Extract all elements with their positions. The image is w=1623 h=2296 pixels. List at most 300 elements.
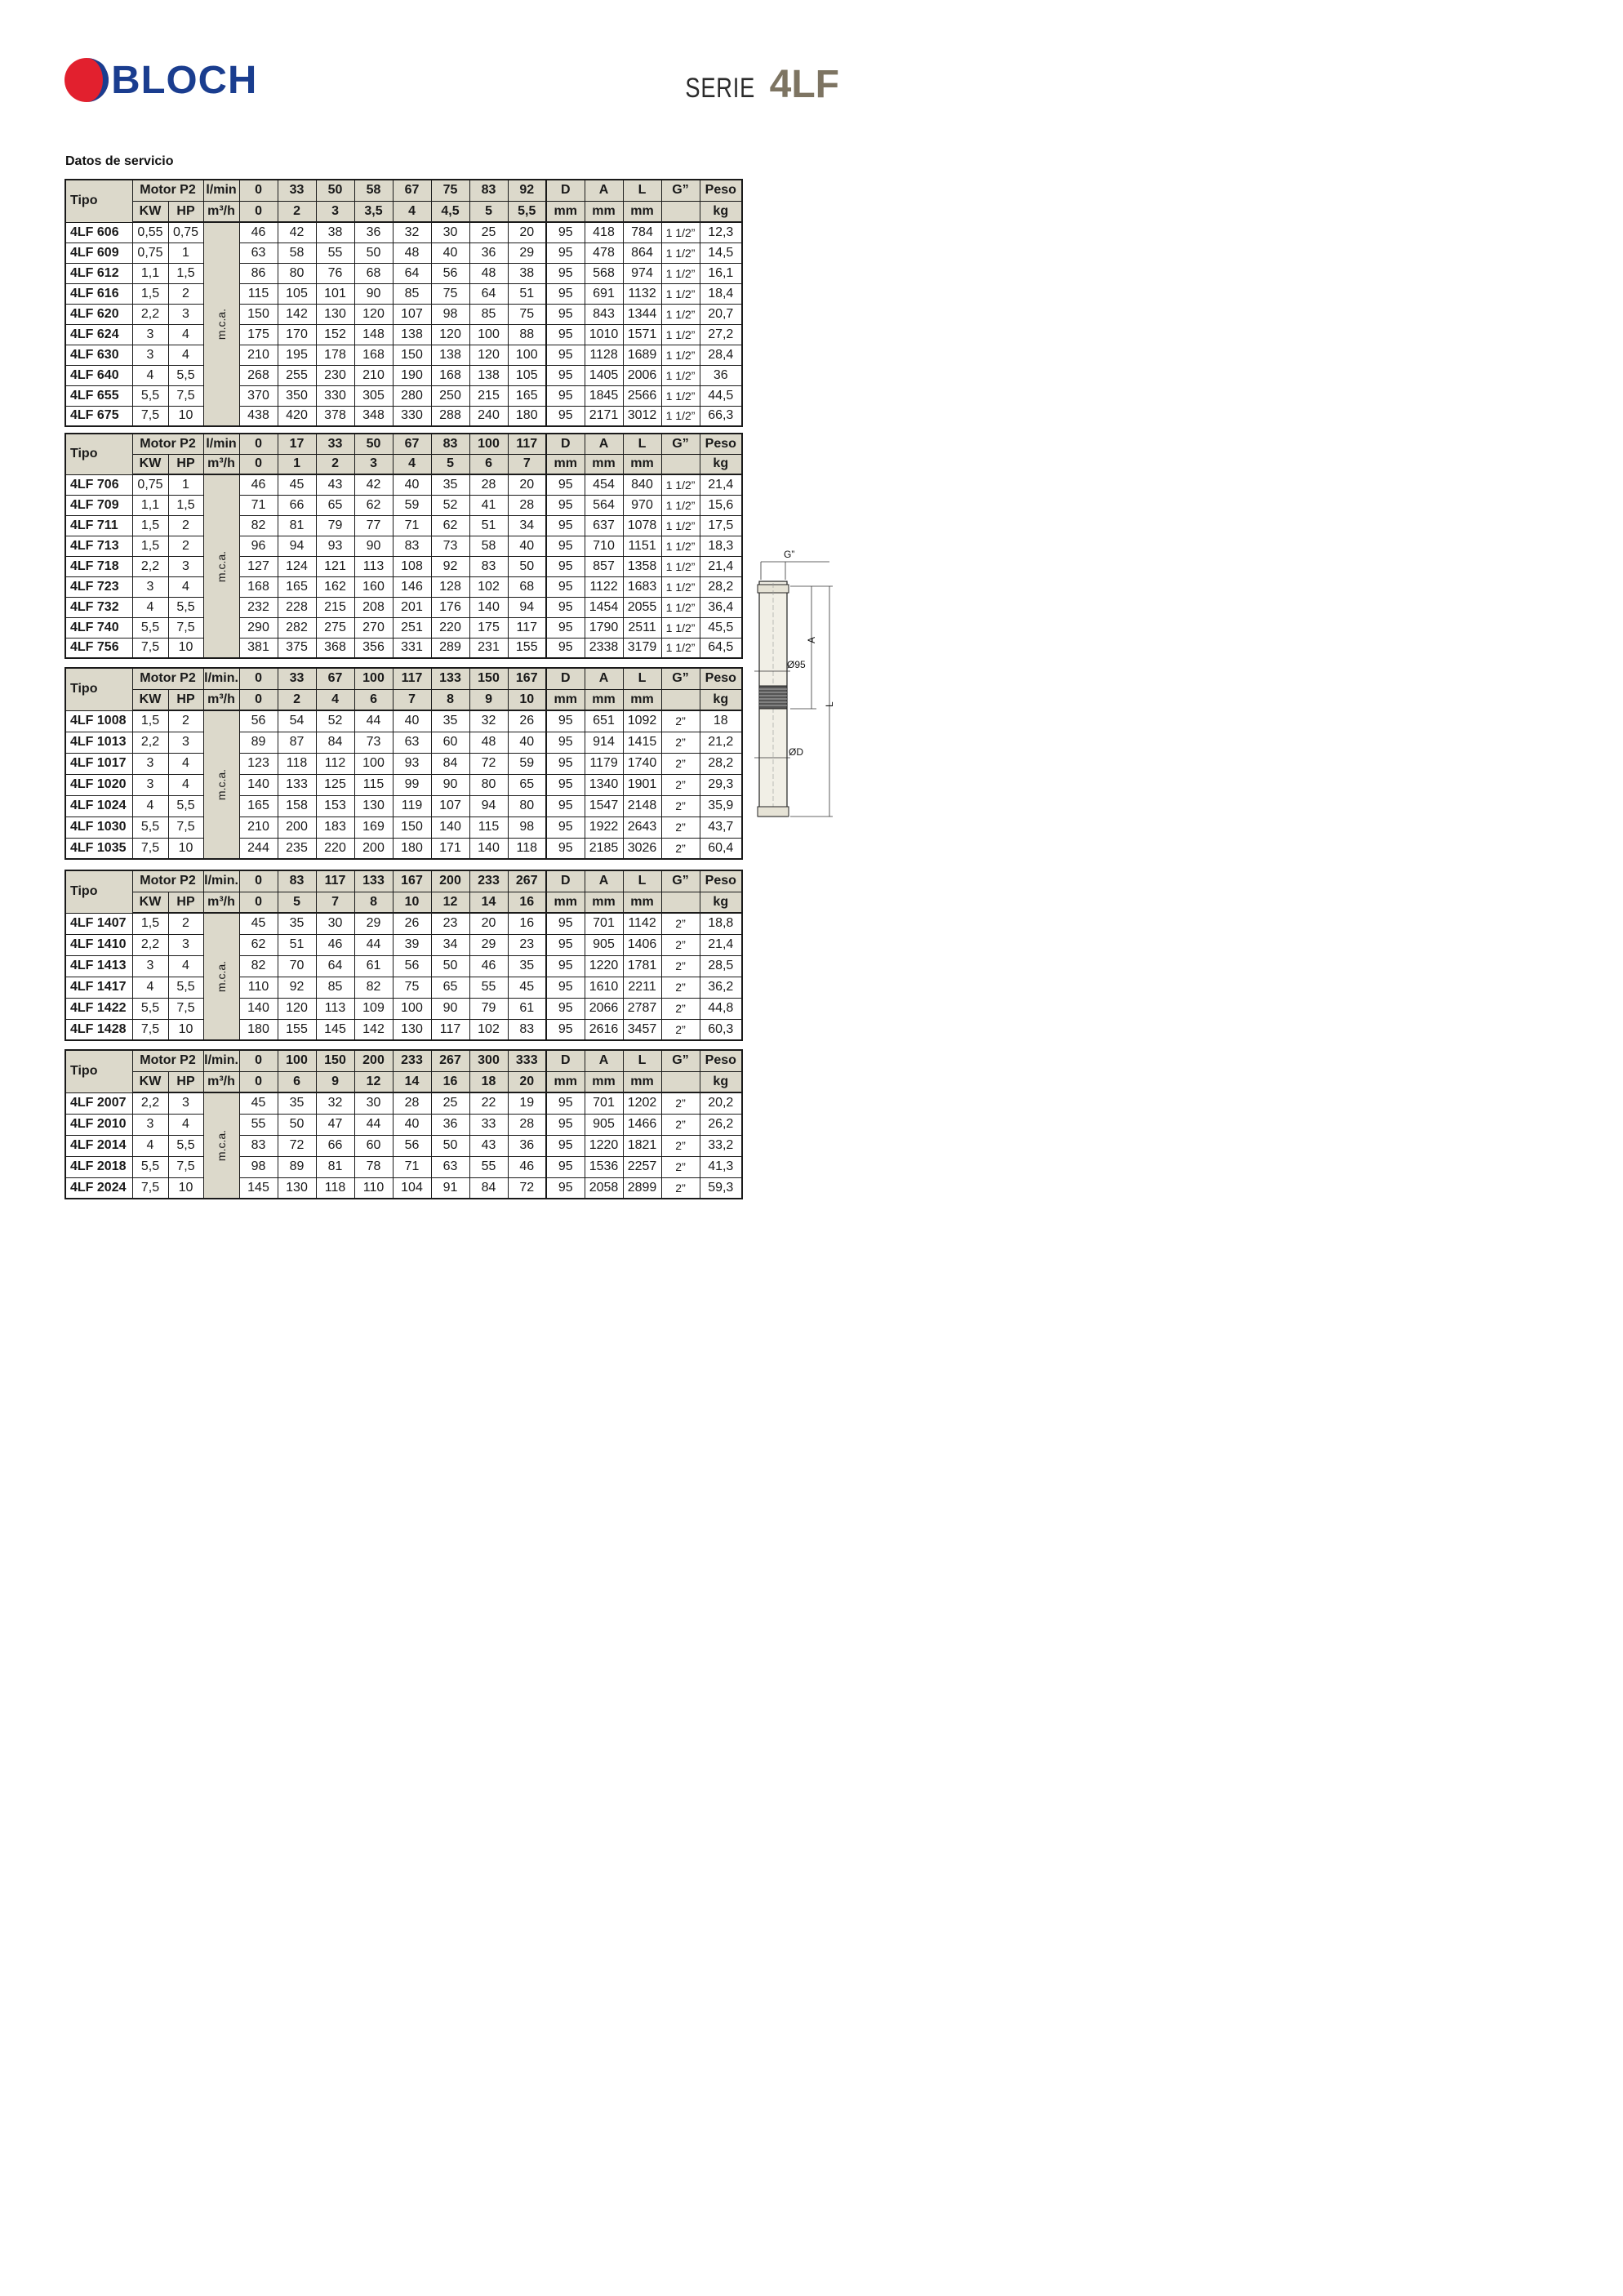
cell-l: 2257 — [623, 1156, 661, 1177]
cell-l: 2566 — [623, 385, 661, 406]
table-row — [65, 795, 742, 817]
cell-head: 210 — [239, 817, 278, 838]
cell-head: 201 — [393, 597, 431, 617]
cell-l: 2211 — [623, 977, 661, 998]
cell-g: 2” — [661, 710, 700, 732]
cell-hp: 4 — [168, 324, 203, 345]
cell-hp: 3 — [168, 556, 203, 576]
logo-mark-icon — [64, 57, 109, 103]
cell-head: 119 — [393, 795, 431, 817]
cell-head: 36 — [354, 222, 393, 243]
cell-tipo: 4LF 1035 — [65, 838, 132, 859]
header-peso-unit: kg — [700, 454, 742, 474]
cell-head: 244 — [239, 838, 278, 859]
header-flow-lmin: 167 — [393, 870, 431, 892]
cell-head: 23 — [508, 934, 546, 955]
cell-head: 38 — [508, 263, 546, 283]
cell-l: 1202 — [623, 1092, 661, 1114]
header-d: D — [546, 434, 585, 454]
table-header-row — [65, 870, 742, 892]
cell-head: 268 — [239, 365, 278, 385]
cell-head: 162 — [316, 576, 354, 597]
cell-g: 2” — [661, 1092, 700, 1114]
cell-head: 84 — [469, 1177, 508, 1199]
cell-tipo: 4LF 1020 — [65, 774, 132, 795]
cell-kw: 7,5 — [132, 406, 168, 426]
cell-head: 33 — [469, 1114, 508, 1135]
table-row — [65, 710, 742, 732]
cell-head: 153 — [316, 795, 354, 817]
cell-head: 330 — [393, 406, 431, 426]
header-kw: KW — [132, 689, 168, 710]
cell-peso: 15,6 — [700, 495, 742, 515]
cell-peso: 45,5 — [700, 617, 742, 638]
table-row — [65, 732, 742, 753]
cell-kw: 2,2 — [132, 934, 168, 955]
cell-d: 95 — [546, 838, 585, 859]
cell-kw: 5,5 — [132, 1156, 168, 1177]
cell-head: 220 — [431, 617, 469, 638]
header-d-unit: mm — [546, 201, 585, 222]
cell-tipo: 4LF 609 — [65, 243, 132, 263]
cell-a: 905 — [585, 934, 623, 955]
cell-head: 175 — [469, 617, 508, 638]
cell-peso: 21,4 — [700, 934, 742, 955]
cell-head: 25 — [469, 222, 508, 243]
cell-head: 89 — [278, 1156, 316, 1177]
header-flow-m3h: 20 — [508, 1071, 546, 1092]
spec-table-3 — [64, 667, 743, 860]
cell-head: 48 — [469, 263, 508, 283]
cell-peso: 12,3 — [700, 222, 742, 243]
table-row — [65, 1114, 742, 1135]
cell-head: 102 — [469, 576, 508, 597]
cell-head: 133 — [278, 774, 316, 795]
cell-d: 95 — [546, 474, 585, 495]
cell-head: 183 — [316, 817, 354, 838]
cell-head: 44 — [354, 710, 393, 732]
cell-l: 974 — [623, 263, 661, 283]
drawing-label-d: ØD — [789, 746, 803, 758]
cell-head: 165 — [508, 385, 546, 406]
cell-head: 120 — [431, 324, 469, 345]
cell-head: 82 — [239, 955, 278, 977]
cell-head: 255 — [278, 365, 316, 385]
cell-head: 130 — [393, 1019, 431, 1040]
header-g-unit — [661, 454, 700, 474]
header-l: L — [623, 870, 661, 892]
cell-g: 2” — [661, 753, 700, 774]
cell-head: 110 — [239, 977, 278, 998]
header-flow-lmin: 133 — [354, 870, 393, 892]
cell-peso: 28,2 — [700, 576, 742, 597]
header-flow-m3h: 5 — [469, 201, 508, 222]
cell-head: 32 — [316, 1092, 354, 1114]
cell-g: 2” — [661, 977, 700, 998]
header-tipo: Tipo — [65, 434, 132, 474]
cell-kw: 4 — [132, 365, 168, 385]
cell-head: 61 — [354, 955, 393, 977]
table-row — [65, 617, 742, 638]
cell-head: 101 — [316, 283, 354, 304]
cell-kw: 2,2 — [132, 1092, 168, 1114]
header-tipo: Tipo — [65, 668, 132, 710]
header-flow-m3h: 3,5 — [354, 201, 393, 222]
cell-peso: 59,3 — [700, 1177, 742, 1199]
cell-tipo: 4LF 1013 — [65, 732, 132, 753]
header-flow-unit-lmin: l/min. — [203, 1050, 239, 1071]
cell-head: 46 — [239, 222, 278, 243]
cell-d: 95 — [546, 977, 585, 998]
cell-head: 175 — [239, 324, 278, 345]
header-l-unit: mm — [623, 454, 661, 474]
cell-head: 72 — [278, 1135, 316, 1156]
cell-head: 64 — [316, 955, 354, 977]
table-header-row — [65, 668, 742, 689]
cell-g: 1 1/2” — [661, 283, 700, 304]
cell-head: 107 — [393, 304, 431, 324]
table-row — [65, 1135, 742, 1156]
cell-head: 228 — [278, 597, 316, 617]
cell-l: 1151 — [623, 536, 661, 556]
cell-tipo: 4LF 675 — [65, 406, 132, 426]
cell-head: 28 — [508, 1114, 546, 1135]
cell-g: 1 1/2” — [661, 638, 700, 658]
cell-head: 275 — [316, 617, 354, 638]
header-flow-m3h: 9 — [469, 689, 508, 710]
cell-d: 95 — [546, 576, 585, 597]
cell-a: 2338 — [585, 638, 623, 658]
cell-head: 118 — [508, 838, 546, 859]
header-motor: Motor P2 — [132, 870, 203, 892]
cell-head: 78 — [354, 1156, 393, 1177]
header-flow-m3h: 0 — [239, 1071, 278, 1092]
cell-head: 45 — [278, 474, 316, 495]
cell-head: 113 — [316, 998, 354, 1019]
cell-hp: 2 — [168, 913, 203, 934]
header-l-unit: mm — [623, 201, 661, 222]
cell-l: 1781 — [623, 955, 661, 977]
cell-head: 112 — [316, 753, 354, 774]
cell-l: 2055 — [623, 597, 661, 617]
header-hp: HP — [168, 689, 203, 710]
cell-head: 35 — [508, 955, 546, 977]
header-flow-m3h: 5,5 — [508, 201, 546, 222]
cell-l: 1571 — [623, 324, 661, 345]
header-flow-m3h: 0 — [239, 892, 278, 913]
cell-g: 1 1/2” — [661, 243, 700, 263]
cell-head: 44 — [354, 1114, 393, 1135]
cell-g: 2” — [661, 1019, 700, 1040]
header-flow-m3h: 4 — [393, 201, 431, 222]
cell-head: 19 — [508, 1092, 546, 1114]
cell-kw: 3 — [132, 955, 168, 977]
cell-head: 28 — [469, 474, 508, 495]
cell-kw: 4 — [132, 795, 168, 817]
cell-head: 240 — [469, 406, 508, 426]
cell-head: 34 — [508, 515, 546, 536]
cell-tipo: 4LF 616 — [65, 283, 132, 304]
cell-head: 64 — [393, 263, 431, 283]
cell-tipo: 4LF 1030 — [65, 817, 132, 838]
cell-head: 125 — [316, 774, 354, 795]
cell-peso: 14,5 — [700, 243, 742, 263]
table-row — [65, 998, 742, 1019]
cell-head: 41 — [469, 495, 508, 515]
header-flow-unit-m3h: m³/h — [203, 454, 239, 474]
table-row — [65, 1019, 742, 1040]
cell-head: 104 — [393, 1177, 431, 1199]
header-peso-unit: kg — [700, 892, 742, 913]
cell-kw: 3 — [132, 324, 168, 345]
cell-head: 86 — [239, 263, 278, 283]
cell-d: 95 — [546, 1114, 585, 1135]
cell-tipo: 4LF 1422 — [65, 998, 132, 1019]
cell-d: 95 — [546, 283, 585, 304]
table-row — [65, 406, 742, 426]
cell-hp: 5,5 — [168, 597, 203, 617]
header-flow-lmin: 100 — [278, 1050, 316, 1071]
table-row — [65, 536, 742, 556]
header-l: L — [623, 180, 661, 201]
cell-head: 98 — [431, 304, 469, 324]
cell-hp: 3 — [168, 304, 203, 324]
header-a-unit: mm — [585, 689, 623, 710]
cell-head: 117 — [508, 617, 546, 638]
cell-head: 36 — [469, 243, 508, 263]
cell-head: 65 — [316, 495, 354, 515]
cell-head: 83 — [469, 556, 508, 576]
cell-tipo: 4LF 2010 — [65, 1114, 132, 1135]
cell-tipo: 4LF 711 — [65, 515, 132, 536]
header-kw: KW — [132, 892, 168, 913]
cell-peso: 26,2 — [700, 1114, 742, 1135]
cell-kw: 2,2 — [132, 556, 168, 576]
cell-tipo: 4LF 2014 — [65, 1135, 132, 1156]
cell-head: 168 — [239, 576, 278, 597]
header-motor: Motor P2 — [132, 668, 203, 689]
header-a: A — [585, 1050, 623, 1071]
cell-tipo: 4LF 732 — [65, 597, 132, 617]
cell-head: 40 — [431, 243, 469, 263]
cell-d: 95 — [546, 817, 585, 838]
header-flow-lmin: 83 — [469, 180, 508, 201]
cell-a: 2185 — [585, 838, 623, 859]
header-a-unit: mm — [585, 1071, 623, 1092]
table-row — [65, 774, 742, 795]
cell-hp: 7,5 — [168, 1156, 203, 1177]
table-row — [65, 817, 742, 838]
cell-head: 120 — [278, 998, 316, 1019]
cell-kw: 4 — [132, 977, 168, 998]
table-row — [65, 1092, 742, 1114]
cell-head: 73 — [431, 536, 469, 556]
cell-head: 350 — [278, 385, 316, 406]
cell-hp: 0,75 — [168, 222, 203, 243]
cell-head: 94 — [469, 795, 508, 817]
cell-head: 138 — [393, 324, 431, 345]
cell-head: 378 — [316, 406, 354, 426]
cell-g: 2” — [661, 934, 700, 955]
cell-a: 637 — [585, 515, 623, 536]
cell-peso: 35,9 — [700, 795, 742, 817]
header-flow-lmin: 0 — [239, 434, 278, 454]
header-flow-m3h: 4 — [393, 454, 431, 474]
cell-peso: 18 — [700, 710, 742, 732]
cell-head: 381 — [239, 638, 278, 658]
header-flow-lmin: 300 — [469, 1050, 508, 1071]
cell-d: 95 — [546, 385, 585, 406]
cell-l: 1415 — [623, 732, 661, 753]
header-flow-lmin: 50 — [354, 434, 393, 454]
cell-head: 117 — [431, 1019, 469, 1040]
table-row — [65, 753, 742, 774]
header-d-unit: mm — [546, 689, 585, 710]
cell-hp: 2 — [168, 283, 203, 304]
table-header-row — [65, 434, 742, 454]
cell-head: 30 — [316, 913, 354, 934]
cell-head: 370 — [239, 385, 278, 406]
cell-kw: 7,5 — [132, 838, 168, 859]
cell-head: 50 — [278, 1114, 316, 1135]
cell-hp: 4 — [168, 1114, 203, 1135]
header-flow-lmin: 100 — [354, 668, 393, 689]
cell-l: 2148 — [623, 795, 661, 817]
header-flow-lmin: 200 — [354, 1050, 393, 1071]
header-g-unit — [661, 689, 700, 710]
cell-head: 83 — [508, 1019, 546, 1040]
table-header-row — [65, 1050, 742, 1071]
section-title: Datos de servicio — [65, 154, 174, 168]
series-label: SERIE — [685, 73, 755, 104]
cell-head: 47 — [316, 1114, 354, 1135]
cell-d: 95 — [546, 222, 585, 243]
mca-text: m.c.a. — [215, 1129, 229, 1162]
table-header-row — [65, 892, 742, 913]
cell-head: 88 — [508, 324, 546, 345]
header-tipo: Tipo — [65, 180, 132, 222]
cell-head: 124 — [278, 556, 316, 576]
cell-head: 50 — [431, 955, 469, 977]
header-flow-lmin: 0 — [239, 180, 278, 201]
series-title — [668, 62, 839, 107]
header-flow-lmin: 33 — [316, 434, 354, 454]
cell-head: 30 — [431, 222, 469, 243]
cell-d: 95 — [546, 955, 585, 977]
header-motor: Motor P2 — [132, 434, 203, 454]
cell-l: 1740 — [623, 753, 661, 774]
cell-d: 95 — [546, 304, 585, 324]
cell-head: 16 — [508, 913, 546, 934]
cell-head: 200 — [278, 817, 316, 838]
cell-head: 178 — [316, 345, 354, 365]
cell-a: 691 — [585, 283, 623, 304]
brand-name: BLOCH — [111, 58, 258, 102]
cell-d: 95 — [546, 324, 585, 345]
cell-tipo: 4LF 740 — [65, 617, 132, 638]
cell-peso: 43,7 — [700, 817, 742, 838]
header-peso: Peso — [700, 434, 742, 454]
cell-head: 61 — [508, 998, 546, 1019]
cell-head: 32 — [393, 222, 431, 243]
cell-head: 79 — [469, 998, 508, 1019]
cell-a: 454 — [585, 474, 623, 495]
cell-g: 2” — [661, 913, 700, 934]
cell-hp: 7,5 — [168, 385, 203, 406]
cell-head: 20 — [508, 474, 546, 495]
cell-d: 95 — [546, 1019, 585, 1040]
cell-kw: 4 — [132, 1135, 168, 1156]
header-g: G” — [661, 668, 700, 689]
cell-head: 80 — [469, 774, 508, 795]
cell-head: 26 — [393, 913, 431, 934]
cell-kw: 2,2 — [132, 304, 168, 324]
cell-hp: 3 — [168, 934, 203, 955]
cell-peso: 21,4 — [700, 556, 742, 576]
header-flow-lmin: 233 — [469, 870, 508, 892]
cell-g: 1 1/2” — [661, 263, 700, 283]
cell-head: 152 — [316, 324, 354, 345]
cell-head: 55 — [316, 243, 354, 263]
cell-head: 170 — [278, 324, 316, 345]
cell-d: 95 — [546, 638, 585, 658]
cell-d: 95 — [546, 515, 585, 536]
cell-head: 140 — [239, 998, 278, 1019]
cell-head: 115 — [469, 817, 508, 838]
cell-hp: 5,5 — [168, 1135, 203, 1156]
cell-head: 155 — [278, 1019, 316, 1040]
cell-kw: 5,5 — [132, 385, 168, 406]
header-flow-lmin: 150 — [469, 668, 508, 689]
cell-head: 71 — [393, 1156, 431, 1177]
cell-head: 290 — [239, 617, 278, 638]
header-flow-m3h: 1 — [278, 454, 316, 474]
cell-kw: 3 — [132, 774, 168, 795]
cell-g: 1 1/2” — [661, 222, 700, 243]
cell-head: 171 — [431, 838, 469, 859]
header-flow-m3h: 5 — [431, 454, 469, 474]
header-hp: HP — [168, 1071, 203, 1092]
cell-head: 105 — [278, 283, 316, 304]
header-g: G” — [661, 870, 700, 892]
cell-tipo: 4LF 709 — [65, 495, 132, 515]
cell-head: 32 — [469, 710, 508, 732]
cell-d: 95 — [546, 406, 585, 426]
cell-a: 564 — [585, 495, 623, 515]
cell-head: 102 — [469, 1019, 508, 1040]
cell-a: 1536 — [585, 1156, 623, 1177]
header-flow-m3h: 0 — [239, 201, 278, 222]
table-row — [65, 913, 742, 934]
cell-l: 1142 — [623, 913, 661, 934]
cell-tipo: 4LF 1008 — [65, 710, 132, 732]
cell-head: 64 — [469, 283, 508, 304]
cell-tipo: 4LF 1410 — [65, 934, 132, 955]
drawing-label-d95: Ø95 — [787, 659, 806, 670]
cell-a: 2616 — [585, 1019, 623, 1040]
header-a: A — [585, 434, 623, 454]
cell-kw: 1,1 — [132, 263, 168, 283]
cell-head: 180 — [393, 838, 431, 859]
header-peso: Peso — [700, 668, 742, 689]
header-g: G” — [661, 1050, 700, 1071]
cell-head: 96 — [239, 536, 278, 556]
header-a-unit: mm — [585, 201, 623, 222]
cell-head: 169 — [354, 817, 393, 838]
cell-head: 42 — [278, 222, 316, 243]
cell-l: 970 — [623, 495, 661, 515]
cell-d: 95 — [546, 998, 585, 1019]
